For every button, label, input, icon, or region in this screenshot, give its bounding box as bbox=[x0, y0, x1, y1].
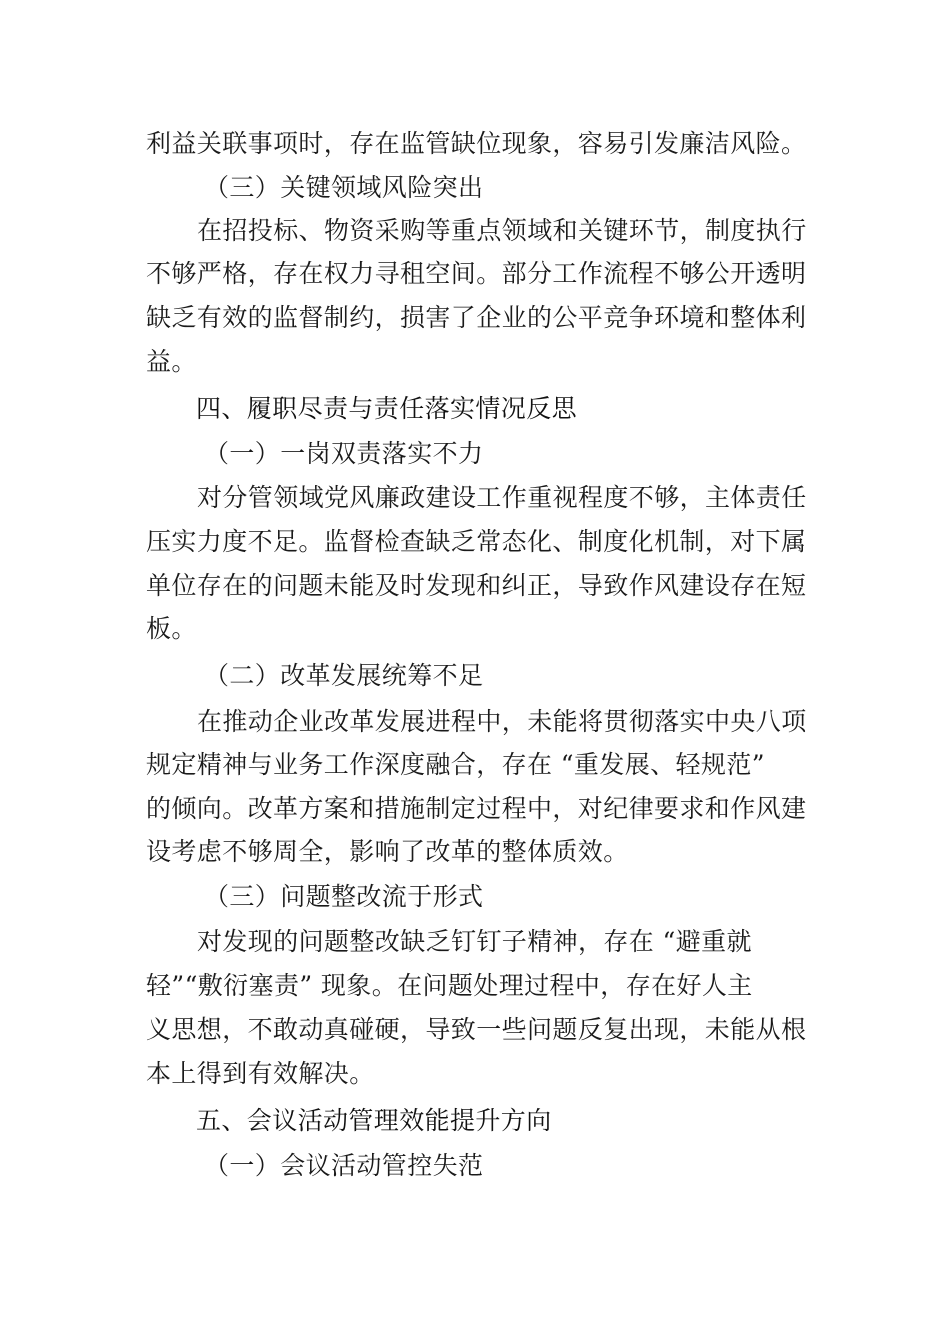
paragraph-line: 利益关联事项时，存在监管缺位现象，容易引发廉洁风险。 bbox=[146, 129, 807, 158]
subheading: （一）会议活动管控失范 bbox=[204, 1151, 484, 1180]
paragraph-line: 本上得到有效解决。 bbox=[146, 1059, 375, 1088]
paragraph-line: 对发现的问题整改缺乏钉钉子精神，存在 “避重就 bbox=[197, 927, 752, 956]
paragraph-line: 轻”“敷衍塞责” 现象。在问题处理过程中，存在好人主 bbox=[146, 971, 753, 1000]
paragraph-line: 单位存在的问题未能及时发现和纠正，导致作风建设存在短 bbox=[146, 571, 807, 600]
paragraph-line: 设考虑不够周全，影响了改革的整体质效。 bbox=[146, 837, 629, 866]
section-heading: 五、会议活动管理效能提升方向 bbox=[196, 1106, 552, 1135]
paragraph-line: 的倾向。改革方案和措施制定过程中，对纪律要求和作风建 bbox=[146, 794, 807, 823]
paragraph-line: 对分管领域党风廉政建设工作重视程度不够，主体责任 bbox=[197, 483, 807, 512]
subheading: （三）关键领域风险突出 bbox=[204, 173, 484, 202]
subheading: （三）问题整改流于形式 bbox=[204, 882, 484, 911]
paragraph-line: 在招投标、物资采购等重点领域和关键环节，制度执行 bbox=[197, 216, 807, 245]
subheading: （二）改革发展统筹不足 bbox=[204, 661, 484, 690]
paragraph-line: 义思想，不敢动真碰硬，导致一些问题反复出现，未能从根 bbox=[146, 1015, 807, 1044]
paragraph-line: 缺乏有效的监督制约，损害了企业的公平竞争环境和整体利 bbox=[146, 303, 807, 332]
paragraph-line: 益。 bbox=[146, 347, 197, 376]
subheading: （一）一岗双责落实不力 bbox=[204, 439, 484, 468]
paragraph-line: 规定精神与业务工作深度融合，存在 “重发展、轻规范” bbox=[146, 750, 765, 779]
paragraph-line: 压实力度不足。监督检查缺乏常态化、制度化机制，对下属 bbox=[146, 527, 807, 556]
section-heading: 四、履职尽责与责任落实情况反思 bbox=[196, 394, 578, 423]
paragraph-line: 板。 bbox=[146, 614, 197, 643]
paragraph-line: 不够严格，存在权力寻租空间。部分工作流程不够公开透明 bbox=[146, 259, 807, 288]
paragraph-line: 在推动企业改革发展进程中，未能将贯彻落实中央八项 bbox=[197, 707, 807, 736]
